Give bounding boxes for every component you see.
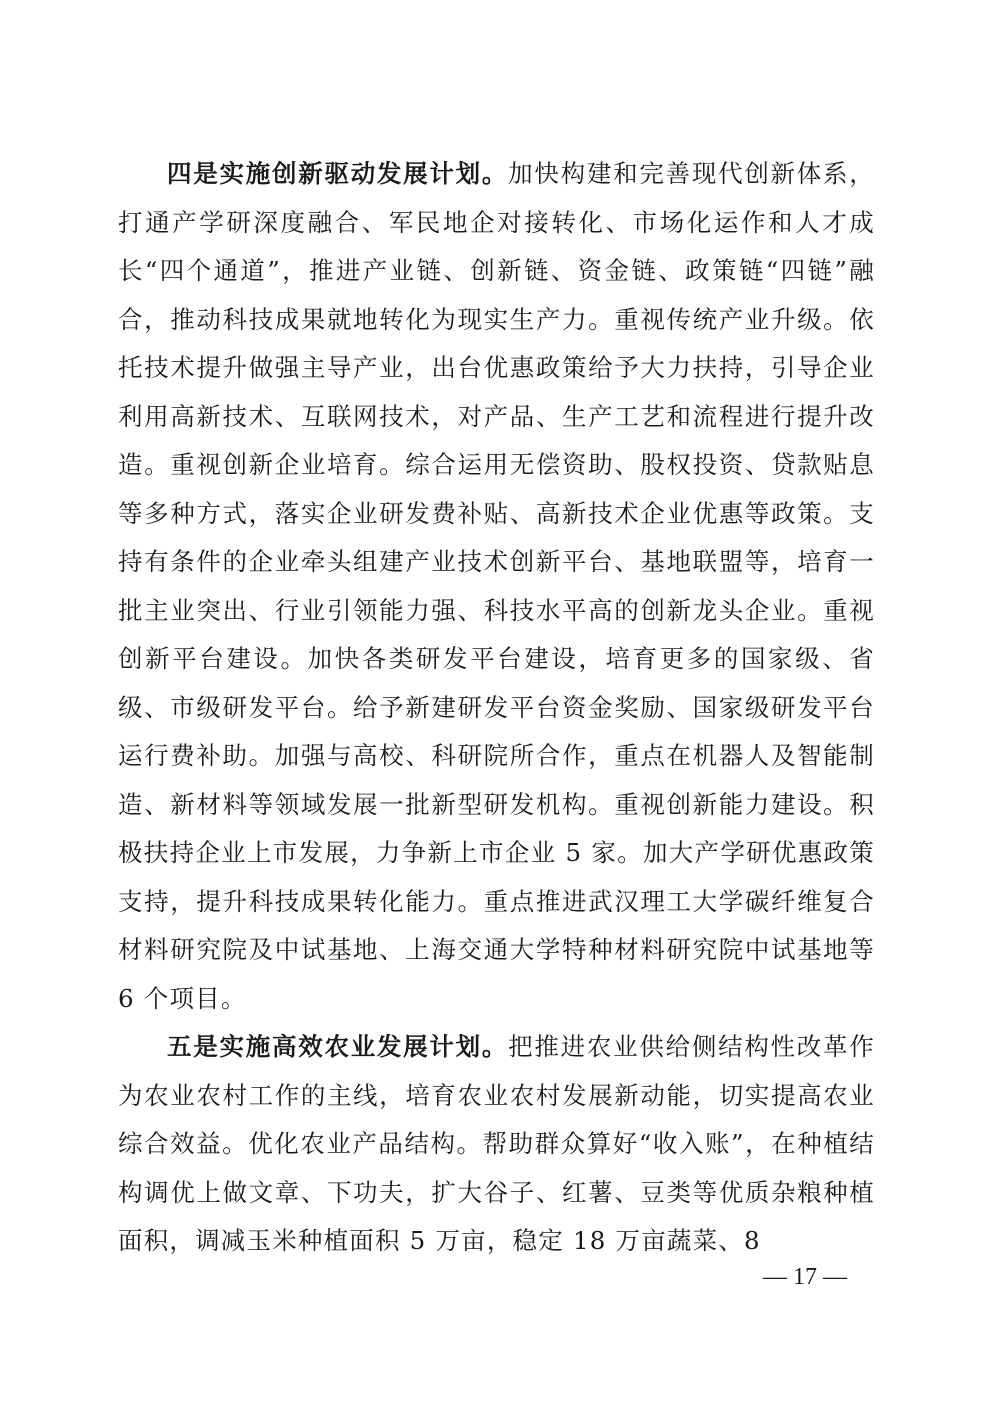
page-number: — 17 —: [763, 1264, 847, 1290]
document-body: [118, 150, 875, 1266]
paragraph-agriculture-plan: [118, 1023, 875, 1266]
paragraph-body-text: 加快构建和完善现代创新体系，打通产学研深度融合、军民地企对接转化、市场化运作和人才成长“四个通道”，推进产业链、创新链、资金链、政策链“四链”融合，推动科技成果就地转化为现实生产力。重视传统产业升级。依托技术提升做强主导产业，出台优惠政策给予大力扶持，引导企业利用高新技术、互联网技术，对产品、生产工艺和流程进行提升改造。重视创新企业培育。综合运用无偿资助、股权投资、贷款贴息等多种方式，落实企业研发费补贴、高新技术企业优惠等政策。支持有条件的企业牵头组建产业技术创新平台、基地联盟等，培育一批主业突出、行业引领能力强、科技水平高的创新龙头企业。重视创新平台建设。加快各类研发平台建设，培育更多的国家级、省级、市级研发平台。给予新建研发平台资金奖励、国家级研发平台运行费补助。加强与高校、科研院所合作，重点在机器人及智能制造、新材料等领域发展一批新型研发机构。重视创新能力建设。积极扶持企业上市发展，力争新上市企业 5 家。加大产学研优惠政策支持，提升科技成果转化能力。重点推进武汉理工大学碳纤维复合材料研究院及中试基地、上海交通大学特种材料研究院中试基地等 6 个项目。: [118, 159, 875, 1013]
paragraph-lead-heading: 五是实施高效农业发展计划。: [167, 1032, 509, 1061]
paragraph-body-text: 把推进农业供给侧结构性改革作为农业农村工作的主线，培育农业农村发展新动能，切实提高农业综合效益。优化农业产品结构。帮助群众算好“收入账”，在种植结构调优上做文章、下功夫，扩大谷子、红薯、豆类等优质杂粮种植面积，调减玉米种植面积 5 万亩，稳定 18 万亩蔬菜、8: [118, 1032, 875, 1255]
paragraph-lead-heading: 四是实施创新驱动发展计划。: [167, 159, 509, 188]
paragraph-innovation-plan: [118, 150, 875, 1023]
